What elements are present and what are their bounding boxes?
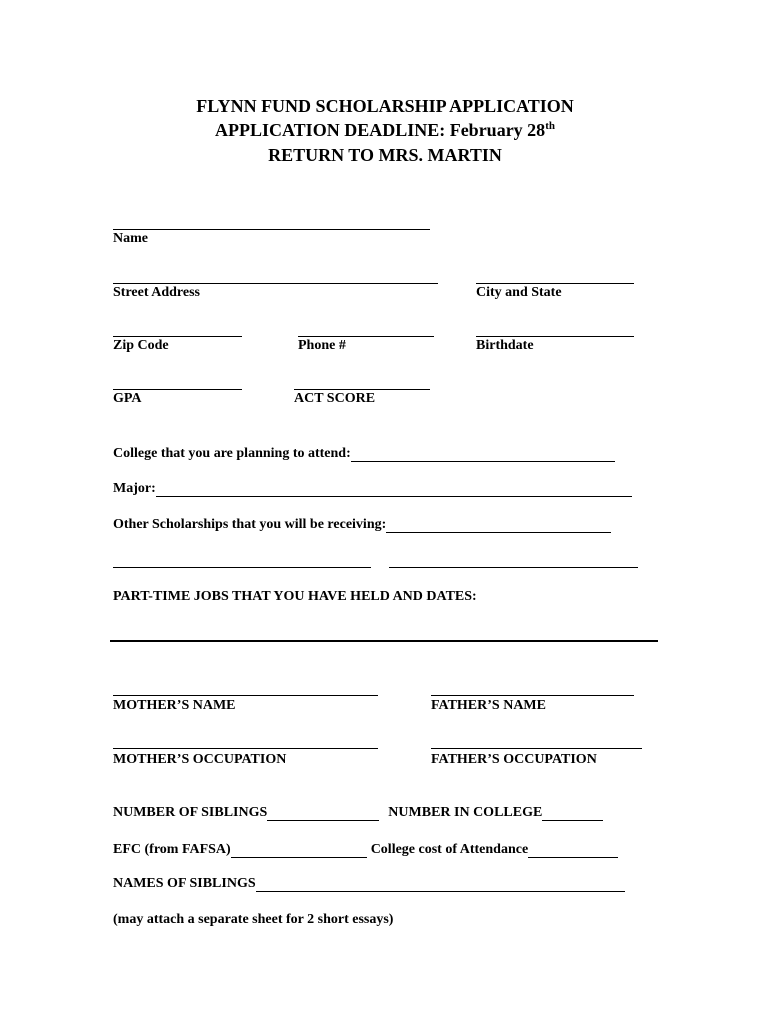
act-label: ACT SCORE: [294, 391, 376, 406]
birthdate-label: Birthdate: [476, 338, 534, 353]
in-college-label: NUMBER IN COLLEGE: [388, 805, 543, 820]
mothers-occupation-label: MOTHER’S OCCUPATION: [113, 752, 287, 767]
major-field-line[interactable]: [156, 484, 632, 497]
name-label: Name: [113, 231, 148, 246]
act-field-line[interactable]: [294, 389, 430, 390]
zip-field-line[interactable]: [113, 336, 242, 337]
city-state-field-line[interactable]: [476, 283, 634, 284]
city-state-label: City and State: [476, 285, 562, 300]
birthdate-field-line[interactable]: [476, 336, 634, 337]
fathers-occupation-label: FATHER’S OCCUPATION: [431, 752, 597, 767]
efc-label: EFC (from FAFSA): [113, 842, 231, 857]
part-time-jobs-field-line[interactable]: [110, 640, 658, 642]
gpa-label: GPA: [113, 391, 142, 406]
major-row: [113, 481, 632, 497]
sibling-names-field-line[interactable]: [256, 879, 625, 892]
street-address-field-line[interactable]: [113, 283, 438, 284]
gpa-field-line[interactable]: [113, 389, 242, 390]
fathers-name-field-line[interactable]: [431, 695, 634, 696]
street-address-label: Street Address: [113, 285, 200, 300]
cost-label: College cost of Attendance: [370, 842, 529, 857]
zip-label: Zip Code: [113, 338, 169, 353]
fathers-occupation-field-line[interactable]: [431, 748, 642, 749]
return-to-line: RETURN TO MRS. MARTIN: [268, 145, 502, 165]
siblings-count-label: NUMBER OF SIBLINGS: [113, 805, 268, 820]
mothers-name-label: MOTHER’S NAME: [113, 698, 236, 713]
phone-label: Phone #: [298, 338, 346, 353]
mothers-occupation-field-line[interactable]: [113, 748, 378, 749]
siblings-row: [113, 805, 603, 821]
phone-field-line[interactable]: [298, 336, 434, 337]
mothers-name-field-line[interactable]: [113, 695, 378, 696]
siblings-count-field-line[interactable]: [267, 808, 379, 821]
fathers-name-label: FATHER’S NAME: [431, 698, 546, 713]
sibling-names-label: NAMES OF SIBLINGS: [113, 876, 256, 891]
college-field-line[interactable]: [351, 449, 615, 462]
part-time-jobs-label: PART-TIME JOBS THAT YOU HAVE HELD AND DATES:: [113, 589, 477, 604]
efc-field-line[interactable]: [231, 845, 367, 858]
efc-row: [113, 842, 618, 858]
scholarships-label: Other Scholarships that you will be receiving:: [113, 517, 387, 532]
deadline-line: [0, 118, 770, 142]
deadline-text: APPLICATION DEADLINE: February 28: [215, 120, 546, 140]
form-title: FLYNN FUND SCHOLARSHIP APPLICATION: [196, 96, 574, 116]
scholarships-extra-line-1[interactable]: [113, 567, 371, 568]
college-label: College that you are planning to attend:: [113, 446, 351, 461]
scholarships-field-line[interactable]: [386, 520, 611, 533]
name-field-line[interactable]: [113, 229, 430, 230]
major-label: Major:: [113, 481, 156, 496]
cost-field-line[interactable]: [528, 845, 618, 858]
essay-note: (may attach a separate sheet for 2 short essays): [113, 912, 394, 927]
scholarships-extra-line-2[interactable]: [389, 567, 638, 568]
college-row: [113, 446, 615, 462]
sibling-names-row: [113, 876, 625, 892]
scholarships-row: [113, 517, 611, 533]
deadline-ordinal: th: [545, 120, 555, 132]
in-college-field-line[interactable]: [542, 808, 603, 821]
